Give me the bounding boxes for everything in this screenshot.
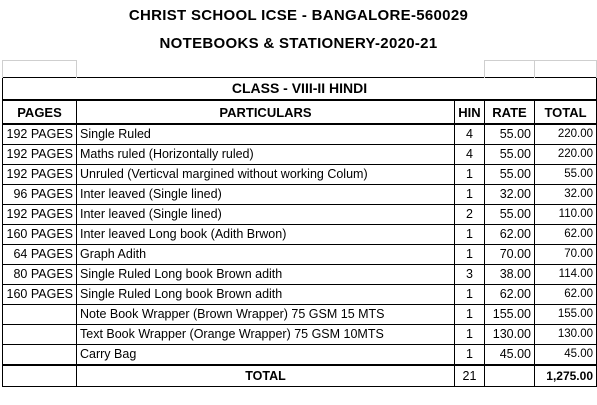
table-row bbox=[3, 245, 597, 265]
cell-hin: 1 bbox=[455, 305, 485, 325]
col-header-pages: PAGES bbox=[3, 100, 77, 124]
cell-pages: 192 PAGES bbox=[3, 165, 77, 185]
col-header-rate: RATE bbox=[485, 100, 535, 124]
cell-total: 110.00 bbox=[535, 205, 597, 225]
table-row bbox=[3, 285, 597, 305]
summary-rate-cell bbox=[485, 365, 535, 387]
cell-pages: 96 PAGES bbox=[3, 185, 77, 205]
table-row bbox=[3, 124, 597, 145]
cell-total: 220.00 bbox=[535, 145, 597, 165]
cell-hin: 1 bbox=[455, 245, 485, 265]
cell-rate: 55.00 bbox=[485, 145, 535, 165]
cell-rate: 62.00 bbox=[485, 285, 535, 305]
cell-pages: 64 PAGES bbox=[3, 245, 77, 265]
spacer-cell bbox=[535, 61, 597, 78]
cell-particulars: Maths ruled (Horizontally ruled) bbox=[77, 145, 455, 165]
cell-rate: 130.00 bbox=[485, 325, 535, 345]
table-row bbox=[3, 325, 597, 345]
cell-total: 155.00 bbox=[535, 305, 597, 325]
table-row bbox=[3, 265, 597, 285]
cell-total: 32.00 bbox=[535, 185, 597, 205]
cell-total: 62.00 bbox=[535, 225, 597, 245]
cell-rate: 55.00 bbox=[485, 205, 535, 225]
cell-total: 220.00 bbox=[535, 124, 597, 145]
cell-total: 70.00 bbox=[535, 245, 597, 265]
spacer-cell bbox=[485, 61, 535, 78]
class-label: CLASS - VIII-II HINDI bbox=[3, 78, 597, 101]
table-row bbox=[3, 145, 597, 165]
col-header-particulars: PARTICULARS bbox=[77, 100, 455, 124]
cell-pages bbox=[3, 345, 77, 366]
table-row bbox=[3, 225, 597, 245]
spacer-cell bbox=[3, 61, 77, 78]
cell-particulars: Single Ruled Long book Brown adith bbox=[77, 265, 455, 285]
cell-pages: 192 PAGES bbox=[3, 124, 77, 145]
cell-hin: 1 bbox=[455, 285, 485, 305]
cell-total: 55.00 bbox=[535, 165, 597, 185]
summary-pages-cell bbox=[3, 365, 77, 387]
cell-pages: 192 PAGES bbox=[3, 205, 77, 225]
cell-hin: 4 bbox=[455, 124, 485, 145]
cell-rate: 32.00 bbox=[485, 185, 535, 205]
cell-pages: 160 PAGES bbox=[3, 225, 77, 245]
cell-pages: 160 PAGES bbox=[3, 285, 77, 305]
cell-hin: 1 bbox=[455, 225, 485, 245]
cell-pages: 192 PAGES bbox=[3, 145, 77, 165]
cell-particulars: Inter leaved (Single lined) bbox=[77, 185, 455, 205]
cell-hin: 4 bbox=[455, 145, 485, 165]
cell-hin: 1 bbox=[455, 185, 485, 205]
summary-label: TOTAL bbox=[77, 365, 455, 387]
table-row bbox=[3, 345, 597, 366]
cell-hin: 3 bbox=[455, 265, 485, 285]
cell-hin: 1 bbox=[455, 345, 485, 366]
table-row bbox=[3, 185, 597, 205]
cell-hin: 2 bbox=[455, 205, 485, 225]
cell-pages bbox=[3, 325, 77, 345]
cell-particulars: Graph Adith bbox=[77, 245, 455, 265]
cell-particulars: Carry Bag bbox=[77, 345, 455, 366]
cell-particulars: Inter leaved Long book (Adith Brwon) bbox=[77, 225, 455, 245]
school-title: CHRIST SCHOOL ICSE - BANGALORE-560029 bbox=[128, 7, 469, 24]
cell-particulars: Text Book Wrapper (Orange Wrapper) 75 GSM 10MTS bbox=[77, 325, 455, 345]
cell-total: 62.00 bbox=[535, 285, 597, 305]
cell-hin: 1 bbox=[455, 165, 485, 185]
spacer-cell bbox=[77, 61, 455, 78]
cell-particulars: Inter leaved (Single lined) bbox=[77, 205, 455, 225]
cell-rate: 55.00 bbox=[485, 124, 535, 145]
col-header-total: TOTAL bbox=[535, 100, 597, 124]
list-title: NOTEBOOKS & STATIONERY-2020-21 bbox=[159, 35, 438, 52]
table-row bbox=[3, 205, 597, 225]
cell-total: 130.00 bbox=[535, 325, 597, 345]
cell-total: 114.00 bbox=[535, 265, 597, 285]
cell-pages: 80 PAGES bbox=[3, 265, 77, 285]
cell-hin: 1 bbox=[455, 325, 485, 345]
stationery-table bbox=[2, 60, 597, 387]
cell-particulars: Unruled (Verticval margined without working Colum) bbox=[77, 165, 455, 185]
cell-particulars: Single Ruled bbox=[77, 124, 455, 145]
cell-total: 45.00 bbox=[535, 345, 597, 366]
cell-rate: 55.00 bbox=[485, 165, 535, 185]
table-row bbox=[3, 165, 597, 185]
cell-particulars: Note Book Wrapper (Brown Wrapper) 75 GSM 15 MTS bbox=[77, 305, 455, 325]
cell-rate: 38.00 bbox=[485, 265, 535, 285]
header-row bbox=[3, 100, 597, 124]
cell-particulars: Single Ruled Long book Brown adith bbox=[77, 285, 455, 305]
col-header-hin: HIN bbox=[455, 100, 485, 124]
class-row bbox=[3, 78, 597, 101]
spacer-cell bbox=[455, 61, 485, 78]
cell-rate: 62.00 bbox=[485, 225, 535, 245]
cell-rate: 45.00 bbox=[485, 345, 535, 366]
summary-total: 1,275.00 bbox=[535, 365, 597, 387]
table-row bbox=[3, 305, 597, 325]
cell-rate: 70.00 bbox=[485, 245, 535, 265]
cell-pages bbox=[3, 305, 77, 325]
summary-hin: 21 bbox=[455, 365, 485, 387]
cell-rate: 155.00 bbox=[485, 305, 535, 325]
spacer-row bbox=[3, 61, 597, 78]
summary-row bbox=[3, 365, 597, 387]
